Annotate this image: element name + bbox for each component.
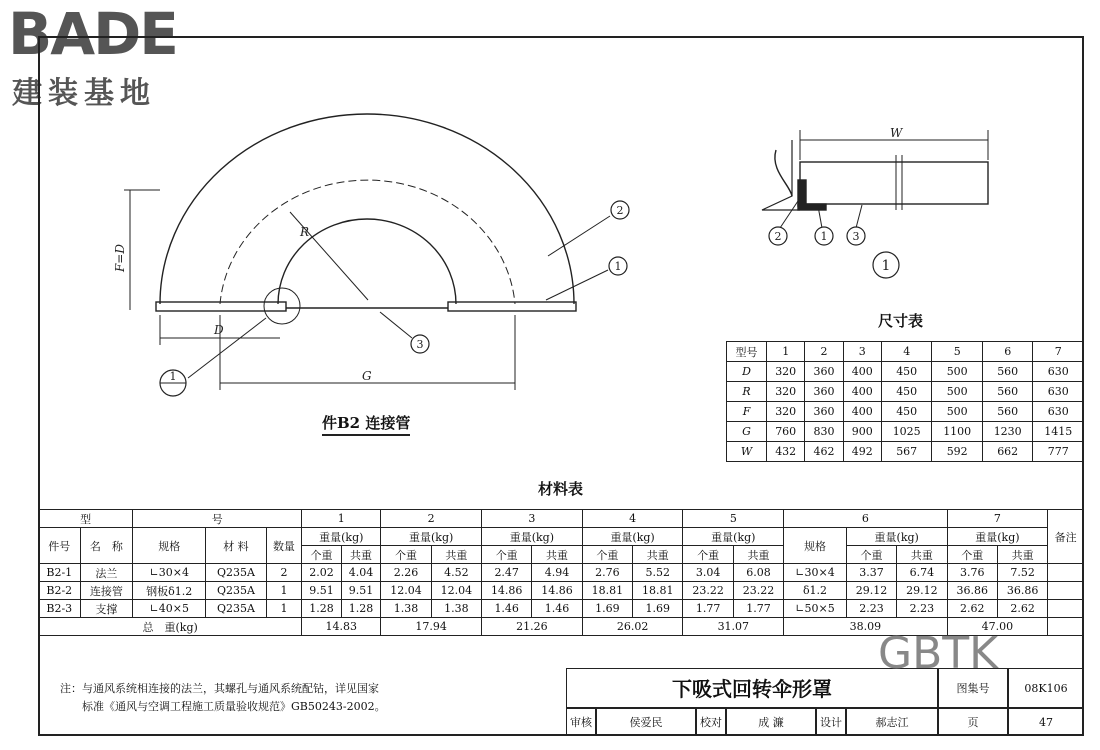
drawing-title: 下吸式回转伞形罩 [566,668,938,708]
mat-cell: 3.37 [846,564,896,582]
mat-cell: 12.04 [431,582,481,600]
mat-cell: 1.38 [431,600,481,618]
gbtk-watermark: GBTK [878,628,999,679]
detail-callout-2: 2 [774,230,782,243]
mat-cell: 支撑 [80,600,133,618]
mat-header: 重量(kg) [482,528,583,546]
dims-row [727,362,1084,382]
mat-cell: 23.22 [733,582,783,600]
table-row [39,600,1084,618]
note-line: 标准《通风与空调工程施工质量验收规范》GB50243-2002。 [82,700,386,713]
mat-cell: 5.52 [633,564,683,582]
left-flange [156,302,286,311]
mat-model-no: 5 [683,510,784,528]
mat-header: 个重 [947,546,997,564]
mat-cell: 18.81 [582,582,632,600]
mat-cell: 18.81 [633,582,683,600]
check-label: 校对 [696,708,726,736]
mat-cell: 23.22 [683,582,733,600]
dims-cell: 320 [767,382,805,402]
design-label: 设计 [816,708,846,736]
mat-cell: ∟50×5 [784,600,847,618]
mat-cell: 29.12 [846,582,896,600]
dims-cell: 400 [843,402,881,422]
mat-header: 重量(kg) [381,528,482,546]
page-number: 47 [1008,708,1084,736]
mat-cell: 3.04 [683,564,733,582]
total-cell: 38.09 [784,618,947,636]
mat-header: 个重 [582,546,632,564]
dims-row [727,422,1084,442]
dims-header: 5 [932,342,983,362]
mat-cell [1048,564,1084,582]
label-g: G [362,369,372,383]
total-cell: 47.00 [947,618,1048,636]
mat-cell: 1.28 [341,600,381,618]
mat-cell: 9.51 [302,582,342,600]
reviewer: 侯爱民 [596,708,696,736]
mat-cell: ∟30×4 [133,564,206,582]
dims-header: 4 [881,342,932,362]
right-flange [448,302,576,311]
mat-header: 个重 [302,546,342,564]
dims-table-title: 尺寸表 [878,312,924,330]
mat-cell: 2.62 [947,600,997,618]
mat-cell: 2.76 [582,564,632,582]
dims-cell: 432 [767,442,805,462]
mat-cell: δ1.2 [784,582,847,600]
mat-header: 个重 [846,546,896,564]
label-w: W [890,126,903,140]
mat-cell: 1.46 [482,600,532,618]
dims-cell: 560 [982,382,1033,402]
mat-header: 重量(kg) [582,528,683,546]
total-cell: 14.83 [302,618,381,636]
dims-cell: R [727,382,767,402]
mat-header: 个重 [482,546,532,564]
mat-cell: 连接管 [80,582,133,600]
dims-cell: 320 [767,362,805,382]
materials-title: 材料表 [538,480,584,498]
mat-model-row [39,510,1084,528]
label-d: D [214,323,224,337]
mat-cell: 4.94 [532,564,582,582]
mat-cell: 1.28 [302,600,342,618]
mat-header: 数量 [266,528,302,564]
mat-cell: 1 [266,600,302,618]
detail-callout-1: 1 [820,230,828,243]
table-row [39,564,1084,582]
detail-pipe [800,162,988,204]
mat-header: 规格 [133,528,206,564]
dims-header: 3 [843,342,881,362]
mat-header: 规格 [784,528,847,564]
mat-header: 共重 [341,546,381,564]
dims-cell: 567 [881,442,932,462]
mat-cell: 29.12 [897,582,947,600]
mat-cell: 4.04 [341,564,381,582]
dims-cell: 1415 [1033,422,1084,442]
mat-header: 个重 [381,546,431,564]
mat-header: 重量(kg) [846,528,947,546]
review-label: 审核 [566,708,596,736]
mat-cell: 1.69 [582,600,632,618]
mat-cell: 2 [266,564,302,582]
mat-header: 重量(kg) [683,528,784,546]
part-caption: 件B2 连接管 [322,412,410,436]
mat-model-no: 7 [947,510,1048,528]
dims-cell: 630 [1033,362,1084,382]
mat-cell: ∟30×4 [784,564,847,582]
dims-cell: 830 [805,422,843,442]
dims-cell: G [727,422,767,442]
mat-cell: 7.52 [997,564,1047,582]
dims-header: 7 [1033,342,1084,362]
dims-cell: F [727,402,767,422]
note-line: 注：与通风系统相连接的法兰，其螺孔与通风系统配钻，详见国家 [60,682,379,695]
mat-cell: 14.86 [482,582,532,600]
dims-cell: 400 [843,382,881,402]
dims-cell: 630 [1033,382,1084,402]
dims-cell: 777 [1033,442,1084,462]
dims-cell: 360 [805,362,843,382]
dims-header: 2 [805,342,843,362]
mat-cell: 1.77 [733,600,783,618]
mat-header: 共重 [532,546,582,564]
mat-header: 名 称 [80,528,133,564]
dims-cell: 450 [881,362,932,382]
mat-cell: 钢板δ1.2 [133,582,206,600]
mat-cell: 4.52 [431,564,481,582]
dims-table [726,341,1084,462]
mat-header: 件号 [39,528,81,564]
mat-cell: 36.86 [947,582,997,600]
mat-cell: 9.51 [341,582,381,600]
mat-header: 个重 [683,546,733,564]
dims-cell: 360 [805,402,843,422]
dims-cell: 500 [932,382,983,402]
mat-header: 共重 [997,546,1047,564]
dims-cell: 662 [982,442,1033,462]
dims-row [727,382,1084,402]
detail-ref-label: 1 [169,370,177,383]
dims-cell: 500 [932,402,983,422]
dims-cell: 1230 [982,422,1033,442]
callout-1: 1 [614,260,622,273]
detail-label: 1 [881,258,891,274]
mat-header: 型 [39,510,133,528]
detail-callout-3: 3 [852,230,860,243]
mat-cell: ∟40×5 [133,600,206,618]
outer-arc [160,114,574,304]
dims-header: 6 [982,342,1033,362]
mat-cell: Q235A [206,564,266,582]
dims-header-row [727,342,1084,362]
checker: 成 濂 [726,708,816,736]
mat-cell: 14.86 [532,582,582,600]
mat-cell: 3.76 [947,564,997,582]
dims-cell: D [727,362,767,382]
callout-3: 3 [416,338,424,351]
notes [60,680,560,716]
mat-header: 材 料 [206,528,266,564]
mat-header: 重量(kg) [302,528,381,546]
dims-cell: 1025 [881,422,932,442]
label-r: R [300,225,310,239]
page-label: 页 [938,708,1008,736]
mat-cell: B2-3 [39,600,81,618]
total-label: 总 重(kg) [39,618,302,636]
mat-cell: 2.02 [302,564,342,582]
mat-cell: 2.23 [897,600,947,618]
dims-cell: 592 [932,442,983,462]
mat-model-no: 3 [482,510,583,528]
dims-row [727,402,1084,422]
dims-header: 型号 [727,342,767,362]
mat-cell [1048,600,1084,618]
dims-cell: 900 [843,422,881,442]
dims-cell: W [727,442,767,462]
mat-header: 共重 [733,546,783,564]
total-cell: 26.02 [582,618,683,636]
dims-header: 1 [767,342,805,362]
total-cell: 31.07 [683,618,784,636]
mat-model-no: 4 [582,510,683,528]
dims-cell: 450 [881,402,932,422]
dims-cell: 400 [843,362,881,382]
designer: 郝志江 [846,708,938,736]
mat-header: 共重 [897,546,947,564]
mat-cell: 2.62 [997,600,1047,618]
mat-cell: B2-1 [39,564,81,582]
mat-cell: Q235A [206,582,266,600]
title-block [566,668,1084,736]
logo-brand: BADE [8,0,177,68]
mat-cell: Q235A [206,600,266,618]
mat-weight-row [39,528,1084,546]
dims-cell: 630 [1033,402,1084,422]
dims-cell: 462 [805,442,843,462]
mat-cell: B2-2 [39,582,81,600]
total-cell: 21.26 [482,618,583,636]
dims-cell: 320 [767,402,805,422]
centre-arc [220,180,515,304]
mat-model-no: 1 [302,510,381,528]
dims-row [727,442,1084,462]
materials-table [38,509,1084,636]
dims-cell: 1100 [932,422,983,442]
mat-model-no: 6 [784,510,947,528]
table-row [39,582,1084,600]
mat-cell: 12.04 [381,582,431,600]
mat-header: 号 [133,510,302,528]
mat-cell: 1.69 [633,600,683,618]
label-fd: F=D [113,243,127,273]
mat-cell: 6.74 [897,564,947,582]
callout-2: 2 [616,204,624,217]
mat-cell: 6.08 [733,564,783,582]
dims-cell: 500 [932,362,983,382]
mat-header: 共重 [633,546,683,564]
atlas-label: 图集号 [938,668,1008,708]
dims-cell: 760 [767,422,805,442]
total-cell [1048,618,1084,636]
mat-cell [1048,582,1084,600]
logo-subtitle: 建装基地 [12,76,156,111]
dims-cell: 560 [982,402,1033,422]
dims-cell: 492 [843,442,881,462]
mat-cell: 36.86 [997,582,1047,600]
total-cell: 17.94 [381,618,482,636]
mat-remark-header: 备注 [1048,510,1084,564]
mat-cell: 2.47 [482,564,532,582]
dims-cell: 450 [881,382,932,402]
mat-cell: 2.23 [846,600,896,618]
mat-cell: 法兰 [80,564,133,582]
atlas-number: 08K106 [1008,668,1084,708]
mat-model-no: 2 [381,510,482,528]
dims-cell: 360 [805,382,843,402]
mat-cell: 1.77 [683,600,733,618]
mat-cell: 1 [266,582,302,600]
mat-header: 共重 [431,546,481,564]
mat-cell: 1.46 [532,600,582,618]
mat-header: 重量(kg) [947,528,1048,546]
mat-cell: 2.26 [381,564,431,582]
mat-cell: 1.38 [381,600,431,618]
dims-cell: 560 [982,362,1033,382]
